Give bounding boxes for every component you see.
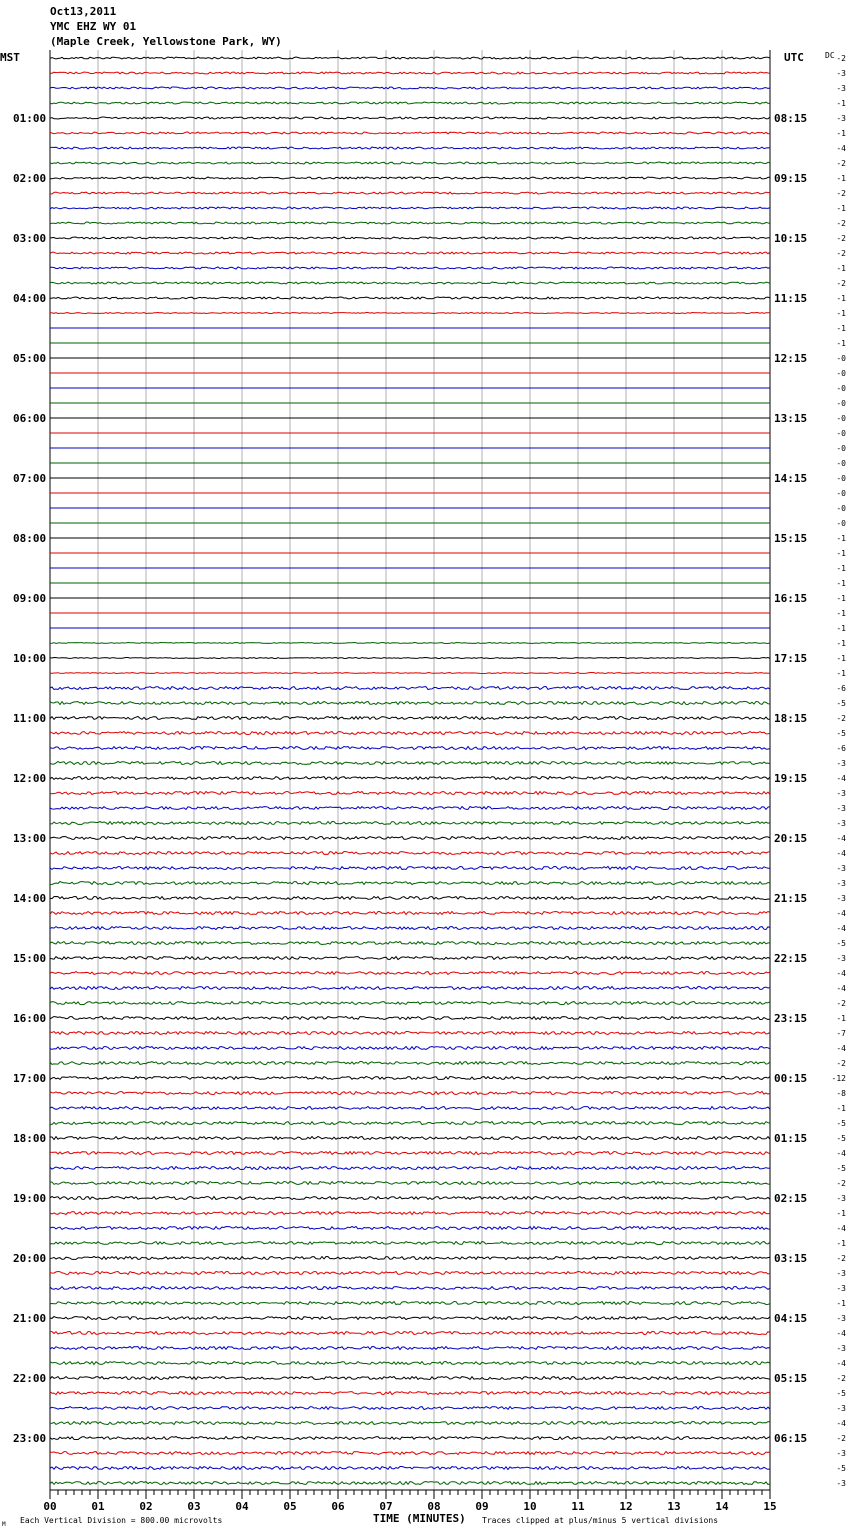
mst-hour-label: 22:00 — [13, 1372, 47, 1385]
dc-offset-value: -6 — [836, 684, 846, 693]
trace-line — [50, 807, 770, 810]
mst-hour-label: 13:00 — [13, 832, 47, 845]
mst-hour-label: 06:00 — [13, 412, 47, 425]
trace-line — [50, 972, 770, 975]
trace-line — [50, 177, 770, 179]
dc-offset-value: -4 — [836, 774, 846, 783]
dc-offset-value: -3 — [836, 1404, 846, 1413]
utc-hour-label: 05:15 — [774, 1372, 808, 1385]
dc-offset-value: -4 — [836, 1329, 846, 1338]
mst-hour-label: 09:00 — [13, 592, 47, 605]
mst-hour-label: 07:00 — [13, 472, 47, 485]
seismic-traces — [50, 57, 770, 1485]
trace-line — [50, 792, 770, 795]
dc-offset-value: -1 — [836, 264, 846, 273]
dc-offset-value: -4 — [836, 984, 846, 993]
utc-hour-label: 15:15 — [774, 532, 808, 545]
trace-line — [50, 658, 770, 659]
utc-hour-label: 22:15 — [774, 952, 808, 965]
utc-hour-label: 09:15 — [774, 172, 808, 185]
x-tick-label: 15 — [763, 1500, 777, 1513]
x-tick-label: 13 — [667, 1500, 681, 1513]
mst-hour-label: 15:00 — [13, 952, 47, 965]
trace-line — [50, 57, 770, 59]
trace-line — [50, 1407, 770, 1410]
trace-line — [50, 1107, 770, 1110]
dc-offset-value: -2 — [836, 234, 846, 243]
dc-offset-value: -0 — [836, 384, 846, 393]
dc-offset-value: -3 — [836, 84, 846, 93]
dc-offset-value: -3 — [836, 1344, 846, 1353]
utc-label: UTC — [784, 51, 804, 64]
dc-offset-value: -1 — [836, 204, 846, 213]
dc-offset-value: -4 — [836, 969, 846, 978]
trace-line — [50, 1287, 770, 1290]
trace-line — [50, 1152, 770, 1155]
trace-line — [50, 282, 770, 284]
trace-line — [50, 1332, 770, 1335]
dc-offset-value: -4 — [836, 1149, 846, 1158]
dc-offset-value: -3 — [836, 1479, 846, 1488]
dc-offset-value: -4 — [836, 1359, 846, 1368]
trace-line — [50, 297, 770, 299]
dc-offsets — [832, 54, 847, 1488]
trace-line — [50, 1182, 770, 1185]
dc-offset-value: -1 — [836, 624, 846, 633]
x-tick-label: 06 — [331, 1500, 345, 1513]
dc-offset-value: -8 — [836, 1089, 846, 1098]
dc-offset-value: -1 — [836, 1014, 846, 1023]
dc-offset-value: -4 — [836, 1224, 846, 1233]
x-tick-label: 09 — [475, 1500, 489, 1513]
dc-offset-value: -5 — [836, 1134, 846, 1143]
dc-offset-value: -3 — [836, 1269, 846, 1278]
dc-offset-value: -7 — [836, 1029, 846, 1038]
dc-offset-value: -0 — [836, 354, 846, 363]
dc-offset-value: -1 — [836, 1239, 846, 1248]
trace-line — [50, 252, 770, 254]
utc-hour-label: 00:15 — [774, 1072, 808, 1085]
mst-hour-label: 21:00 — [13, 1312, 47, 1325]
utc-hour-label: 12:15 — [774, 352, 808, 365]
trace-line — [50, 1302, 770, 1305]
dc-offset-value: -3 — [836, 864, 846, 873]
dc-offset-value: -0 — [836, 429, 846, 438]
trace-line — [50, 1452, 770, 1455]
trace-line — [50, 1257, 770, 1260]
trace-line — [50, 1122, 770, 1125]
trace-line — [50, 72, 770, 74]
dc-offset-value: -3 — [836, 804, 846, 813]
dc-offset-value: -4 — [836, 1419, 846, 1428]
dc-offset-value: -2 — [836, 219, 846, 228]
mst-hour-label: 16:00 — [13, 1012, 47, 1025]
x-tick-label: 01 — [91, 1500, 105, 1513]
trace-line — [50, 1242, 770, 1245]
dc-offset-value: -3 — [836, 1449, 846, 1458]
dc-offset-value: -1 — [836, 99, 846, 108]
trace-line — [50, 117, 770, 119]
x-tick-label: 12 — [619, 1500, 633, 1513]
chart-date: Oct13,2011 — [50, 5, 117, 18]
dc-offset-value: -1 — [836, 339, 846, 348]
x-tick-label: 03 — [187, 1500, 201, 1513]
dc-offset-value: -3 — [836, 894, 846, 903]
utc-hour-label: 02:15 — [774, 1192, 808, 1205]
trace-line — [50, 822, 770, 825]
utc-hour-label: 01:15 — [774, 1132, 808, 1145]
dc-offset-value: -1 — [836, 579, 846, 588]
dc-offset-value: -2 — [836, 1254, 846, 1263]
mst-hour-label: 11:00 — [13, 712, 47, 725]
trace-line — [50, 1482, 770, 1485]
trace-line — [50, 1377, 770, 1380]
dc-offset-value: -2 — [836, 1374, 846, 1383]
dc-offset-value: -5 — [836, 1119, 846, 1128]
dc-offset-value: -1 — [836, 174, 846, 183]
mst-hour-label: 05:00 — [13, 352, 47, 365]
trace-line — [50, 897, 770, 900]
trace-line — [50, 673, 770, 674]
utc-hour-label: 19:15 — [774, 772, 808, 785]
trace-line — [50, 192, 770, 194]
trace-line — [50, 942, 770, 945]
dc-offset-value: -2 — [836, 714, 846, 723]
dc-offset-value: -1 — [836, 1209, 846, 1218]
dc-offset-value: -1 — [836, 639, 846, 648]
dc-offset-value: -5 — [836, 699, 846, 708]
trace-line — [50, 147, 770, 149]
trace-line — [50, 1047, 770, 1050]
trace-line — [50, 237, 770, 239]
mst-hour-label: 03:00 — [13, 232, 47, 245]
dc-offset-value: -1 — [836, 129, 846, 138]
trace-line — [50, 1467, 770, 1470]
utc-hour-label: 11:15 — [774, 292, 808, 305]
dc-offset-value: -5 — [836, 1164, 846, 1173]
trace-line — [50, 1437, 770, 1440]
dc-offset-value: -2 — [836, 189, 846, 198]
x-tick-label: 05 — [283, 1500, 297, 1513]
trace-line — [50, 162, 770, 164]
trace-line — [50, 1137, 770, 1140]
x-tick-label: 02 — [139, 1500, 153, 1513]
dc-offset-value: -4 — [836, 924, 846, 933]
corner-mark: M — [2, 1521, 6, 1528]
dc-offset-value: -0 — [836, 444, 846, 453]
dc-offset-value: -1 — [836, 324, 846, 333]
trace-line — [50, 1032, 770, 1035]
trace-line — [50, 717, 770, 720]
dc-offset-value: -2 — [836, 54, 846, 63]
trace-line — [50, 1317, 770, 1320]
trace-line — [50, 132, 770, 134]
dc-offset-value: -3 — [836, 1194, 846, 1203]
trace-line — [50, 222, 770, 224]
dc-offset-value: -1 — [836, 594, 846, 603]
dc-offset-value: -2 — [836, 249, 846, 258]
trace-line — [50, 867, 770, 870]
mst-hour-label: 12:00 — [13, 772, 47, 785]
trace-line — [50, 1227, 770, 1230]
trace-line — [50, 1347, 770, 1350]
x-tick-label: 11 — [571, 1500, 585, 1513]
dc-offset-value: -4 — [836, 144, 846, 153]
dc-offset-value: -4 — [836, 1044, 846, 1053]
mst-hour-label: 04:00 — [13, 292, 47, 305]
dc-offset-value: -0 — [836, 519, 846, 528]
station-location: (Maple Creek, Yellowstone Park, WY) — [50, 35, 282, 48]
dc-offset-value: -1 — [836, 534, 846, 543]
trace-line — [50, 1017, 770, 1020]
trace-line — [50, 912, 770, 915]
dc-offset-value: -1 — [836, 309, 846, 318]
dc-offset-value: -3 — [836, 819, 846, 828]
trace-line — [50, 1092, 770, 1095]
trace-line — [50, 837, 770, 840]
dc-offset-value: -4 — [836, 849, 846, 858]
utc-hour-label: 14:15 — [774, 472, 808, 485]
dc-offset-value: -3 — [836, 759, 846, 768]
dc-offset-value: -6 — [836, 744, 846, 753]
mst-hour-label: 14:00 — [13, 892, 47, 905]
x-axis-title: TIME (MINUTES) — [373, 1512, 466, 1525]
x-tick-label: 00 — [43, 1500, 57, 1513]
mst-hour-label: 10:00 — [13, 652, 47, 665]
mst-hour-label: 08:00 — [13, 532, 47, 545]
dc-offset-value: -3 — [836, 114, 846, 123]
dc-offset-value: -3 — [836, 954, 846, 963]
trace-line — [50, 1002, 770, 1005]
utc-hour-label: 10:15 — [774, 232, 808, 245]
trace-line — [50, 747, 770, 750]
utc-hour-label: 03:15 — [774, 1252, 808, 1265]
trace-line — [50, 987, 770, 990]
dc-offset-value: -1 — [836, 1104, 846, 1113]
x-tick-label: 07 — [379, 1500, 393, 1513]
dc-offset-value: -5 — [836, 939, 846, 948]
dc-offset-value: -1 — [836, 294, 846, 303]
mst-hour-label: 01:00 — [13, 112, 47, 125]
scale-note: Each Vertical Division = 800.00 microvolts — [20, 1516, 223, 1525]
dc-offset-value: -12 — [831, 1074, 846, 1083]
dc-offset-value: -2 — [836, 1434, 846, 1443]
mst-hour-label: 23:00 — [13, 1432, 47, 1445]
trace-line — [50, 87, 770, 89]
station-code: YMC EHZ WY 01 — [50, 20, 137, 33]
trace-line — [50, 643, 770, 644]
dc-offset-value: -3 — [836, 69, 846, 78]
trace-line — [50, 702, 770, 705]
x-tick-label: 14 — [715, 1500, 729, 1513]
trace-line — [50, 1062, 770, 1065]
mst-hour-label: 19:00 — [13, 1192, 47, 1205]
utc-hour-label: 08:15 — [774, 112, 808, 125]
trace-line — [50, 732, 770, 735]
x-tick-label: 10 — [523, 1500, 537, 1513]
dc-offset-value: -0 — [836, 459, 846, 468]
utc-hour-label: 13:15 — [774, 412, 808, 425]
dc-offset-value: -3 — [836, 1284, 846, 1293]
utc-hour-label: 04:15 — [774, 1312, 808, 1325]
dc-offset-value: -1 — [836, 609, 846, 618]
trace-line — [50, 1422, 770, 1425]
dc-offset-value: -0 — [836, 504, 846, 513]
trace-line — [50, 957, 770, 960]
utc-hour-label: 23:15 — [774, 1012, 808, 1025]
dc-offset-value: -5 — [836, 1464, 846, 1473]
minute-grid — [50, 50, 770, 1490]
dc-offset-value: -3 — [836, 879, 846, 888]
clip-note: Traces clipped at plus/minus 5 vertical divisions — [482, 1516, 719, 1525]
trace-line — [50, 1167, 770, 1170]
dc-offset-value: -0 — [836, 489, 846, 498]
dc-offset-value: -0 — [836, 399, 846, 408]
mst-hour-label: 02:00 — [13, 172, 47, 185]
trace-line — [50, 313, 770, 314]
trace-line — [50, 927, 770, 930]
utc-hour-label: 20:15 — [774, 832, 808, 845]
dc-offset-value: -4 — [836, 834, 846, 843]
dc-offset-value: -2 — [836, 279, 846, 288]
trace-line — [50, 777, 770, 780]
trace-line — [50, 102, 770, 104]
dc-offset-value: -0 — [836, 369, 846, 378]
trace-line — [50, 687, 770, 690]
mst-hour-label: 17:00 — [13, 1072, 47, 1085]
dc-offset-value: -1 — [836, 549, 846, 558]
utc-hour-label: 18:15 — [774, 712, 808, 725]
utc-hour-label: 06:15 — [774, 1432, 808, 1445]
dc-offset-value: -1 — [836, 1299, 846, 1308]
dc-offset-value: -5 — [836, 1389, 846, 1398]
trace-line — [50, 882, 770, 885]
trace-line — [50, 1392, 770, 1395]
trace-line — [50, 1197, 770, 1200]
trace-line — [50, 1212, 770, 1215]
dc-offset-value: -2 — [836, 159, 846, 168]
x-axis — [43, 1490, 776, 1513]
dc-offset-value: -1 — [836, 669, 846, 678]
dc-offset-value: -1 — [836, 654, 846, 663]
utc-hour-label: 17:15 — [774, 652, 808, 665]
utc-hour-label: 16:15 — [774, 592, 808, 605]
trace-line — [50, 1362, 770, 1365]
dc-offset-value: -3 — [836, 1314, 846, 1323]
trace-line — [50, 207, 770, 209]
x-tick-label: 04 — [235, 1500, 249, 1513]
mst-label: MST — [0, 51, 20, 64]
dc-offset-value: -0 — [836, 474, 846, 483]
mst-hour-label: 20:00 — [13, 1252, 47, 1265]
trace-line — [50, 852, 770, 855]
dc-offset-value: -5 — [836, 729, 846, 738]
x-tick-label: 08 — [427, 1500, 441, 1513]
dc-offset-value: -1 — [836, 564, 846, 573]
trace-line — [50, 267, 770, 269]
dc-label: DC — [825, 51, 835, 60]
utc-hour-label: 21:15 — [774, 892, 808, 905]
trace-line — [50, 1077, 770, 1080]
trace-line — [50, 762, 770, 765]
dc-offset-value: -3 — [836, 789, 846, 798]
dc-offset-value: -2 — [836, 999, 846, 1008]
dc-offset-value: -2 — [836, 1179, 846, 1188]
trace-line — [50, 1272, 770, 1275]
mst-hour-label: 18:00 — [13, 1132, 47, 1145]
dc-offset-value: -0 — [836, 414, 846, 423]
dc-offset-value: -2 — [836, 1059, 846, 1068]
dc-offset-value: -4 — [836, 909, 846, 918]
